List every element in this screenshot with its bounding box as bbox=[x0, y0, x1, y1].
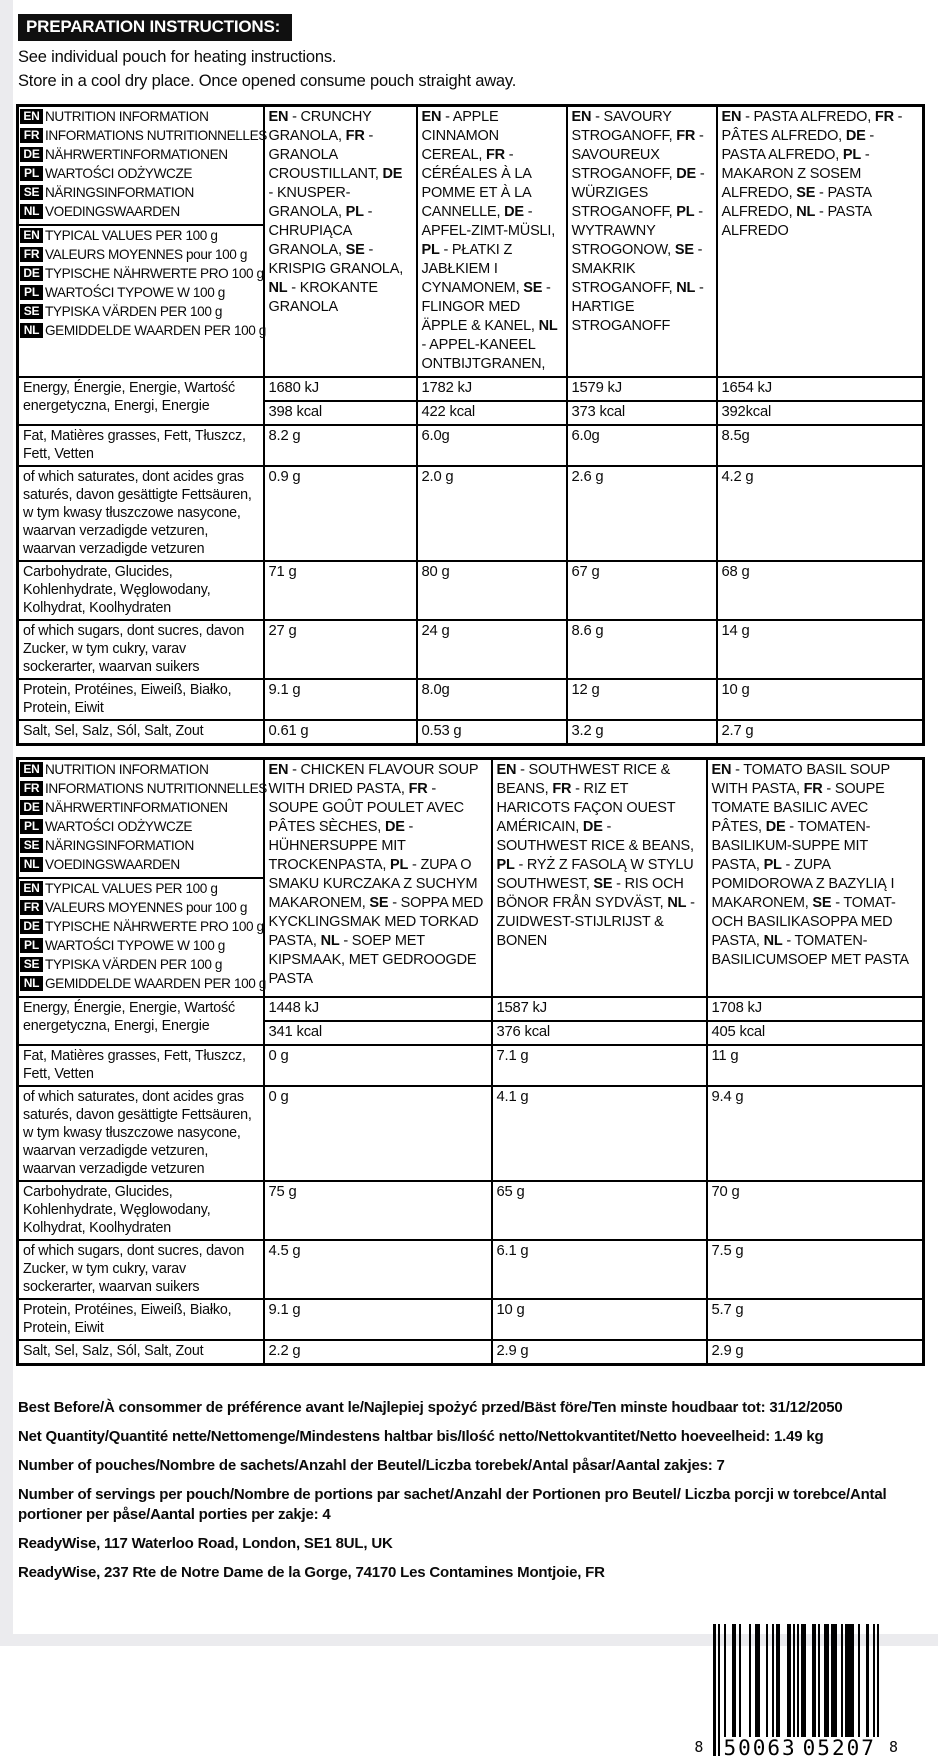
table1-salt-row bbox=[18, 720, 924, 745]
language-badge: PL bbox=[20, 938, 43, 953]
language-badge: FR bbox=[20, 900, 43, 915]
language-line bbox=[19, 956, 263, 975]
language-badge: DE bbox=[20, 147, 43, 162]
language-line bbox=[19, 837, 263, 856]
language-line bbox=[19, 265, 263, 284]
language-badge: NL bbox=[20, 204, 43, 219]
nutrient-label-sugars: of which sugars, dont sucres, davon Zucker, w tym cukry, varav sockerarter, waarvan suikers bbox=[18, 1240, 264, 1299]
barcode-group-2: 05207 bbox=[800, 1737, 879, 1759]
nutrient-value: 0.9 g bbox=[264, 466, 417, 561]
nutrient-value: 6.0g bbox=[567, 425, 717, 466]
nutrient-value: 2.0 g bbox=[417, 466, 567, 561]
nutrient-value: 2.2 g bbox=[264, 1340, 492, 1365]
nutrient-value: 80 g bbox=[417, 561, 567, 620]
nutrient-value: 405 kcal bbox=[707, 1021, 924, 1045]
nutrient-label-saturates: of which saturates, dont acides gras saturés, davon gesättigte Fettsäuren, w tym kwasy tłuszczowe nasycone, waarvan verzadigde vetzuren, waarvan verzadigde vetzuren bbox=[18, 1086, 264, 1181]
nutrient-value: 0 g bbox=[264, 1086, 492, 1181]
nutrient-label-saturates: of which saturates, dont acides gras saturés, davon gesättigte Fettsäuren, w tym kwasy tłuszczowe nasycone, waarvan verzadigde vetzuren, waarvan verzadigde vetzuren bbox=[18, 466, 264, 561]
nutrient-label-energy: Energy, Énergie, Energie, Wartość energetyczna, Energi, Energie bbox=[18, 377, 264, 425]
nutrient-value: 0.61 g bbox=[264, 720, 417, 745]
language-label: VOEDINGSWAARDEN bbox=[45, 856, 180, 872]
nutrient-value: 7.5 g bbox=[707, 1240, 924, 1299]
table1-sugars-row bbox=[18, 620, 924, 679]
nutrient-value: 7.1 g bbox=[492, 1045, 707, 1086]
label-page bbox=[16, 12, 922, 1760]
language-line bbox=[19, 303, 263, 322]
nutrient-label-fat: Fat, Matières grasses, Fett, Tłuszcz, Fett, Vetten bbox=[18, 425, 264, 466]
table2-saturates-row bbox=[18, 1086, 924, 1181]
table2-header-row bbox=[18, 758, 924, 997]
language-line bbox=[19, 246, 263, 265]
nutrient-value: 8.2 g bbox=[264, 425, 417, 466]
table1-saturates-row bbox=[18, 466, 924, 561]
nutrient-value: 4.2 g bbox=[717, 466, 924, 561]
language-line bbox=[19, 165, 263, 184]
nutrient-value: 4.1 g bbox=[492, 1086, 707, 1181]
nutrient-value: 8.5g bbox=[717, 425, 924, 466]
barcode-group-1: 50063 bbox=[720, 1737, 799, 1759]
barcode-bars bbox=[713, 1624, 879, 1760]
nutrient-label-protein: Protein, Protéines, Eiweiß, Białko, Protein, Eiwit bbox=[18, 679, 264, 720]
language-label: VOEDINGSWAARDEN bbox=[45, 203, 180, 219]
language-line bbox=[19, 284, 263, 303]
nutrient-label-salt: Salt, Sel, Salz, Sól, Salt, Zout bbox=[18, 720, 264, 745]
language-label: TYPICAL VALUES PER 100 g bbox=[45, 880, 218, 896]
nutrient-value: 65 g bbox=[492, 1181, 707, 1240]
language-badge: EN bbox=[20, 762, 43, 777]
nutrient-label-salt: Salt, Sel, Salz, Sól, Salt, Zout bbox=[18, 1340, 264, 1365]
nutrient-value: 10 g bbox=[492, 1299, 707, 1340]
prep-instruction-line-1: See individual pouch for heating instructions. bbox=[18, 48, 337, 66]
preparation-instructions-title: PREPARATION INSTRUCTIONS: bbox=[18, 14, 292, 41]
language-label: WARTOŚCI ODŻYWCZE bbox=[45, 818, 193, 834]
nutrient-value: 1654 kJ bbox=[717, 377, 924, 401]
nutrient-value: 0.53 g bbox=[417, 720, 567, 745]
language-line bbox=[19, 799, 263, 818]
nutrient-value: 1448 kJ bbox=[264, 997, 492, 1021]
product-name-tomato-basil-soup: EN - TOMATO BASIL SOUP WITH PASTA, FR - SOUPE TOMATE BASILIC AVEC PÂTES, DE - TOMATEN-BASILIKUM-SUPPE MIT PASTA, PL - ZUPA POMIDOROWA Z BAZYLIĄ I MAKARONEM, SE - TOMAT- OCH BASILIKASOPPA MED PASTA, NL - TOMATEN-BASILICUMSOEP MET PASTA bbox=[707, 758, 924, 997]
nutrient-value: 392kcal bbox=[717, 401, 924, 425]
language-badge: FR bbox=[20, 781, 43, 796]
language-badge: NL bbox=[20, 323, 43, 338]
language-badge: PL bbox=[20, 166, 43, 181]
product-name-crunchy-granola: EN - CRUNCHY GRANOLA, FR - GRANOLA CROUSTILLANT, DE - KNUSPER-GRANOLA, PL - CHRUPIĄCA GRANOLA, SE - KRISPIG GRANOLA, NL - KROKANTE GRANOLA bbox=[264, 105, 417, 377]
language-label: NUTRITION INFORMATION bbox=[45, 761, 209, 777]
nutrient-value: 1708 kJ bbox=[707, 997, 924, 1021]
nutrient-label-carbohydrate: Carbohydrate, Glucides, Kohlenhydrate, Węglowodany, Kolhydrat, Koolhydraten bbox=[18, 561, 264, 620]
nutrient-value: 5.7 g bbox=[707, 1299, 924, 1340]
barcode-digit-left: 8 bbox=[694, 1738, 704, 1757]
nutrient-value: 9.4 g bbox=[707, 1086, 924, 1181]
language-line bbox=[19, 856, 263, 875]
nutrient-value: 75 g bbox=[264, 1181, 492, 1240]
product-name-southwest-rice-beans: EN - SOUTHWEST RICE & BEANS, FR - RIZ ET HARICOTS FAÇON OUEST AMÉRICAIN, DE - SOUTHWEST RICE & BEANS, PL - RYŻ Z FASOLĄ W STYLU SOUTHWEST, SE - RIS OCH BÖNOR FRÅN SYDVÄST, NL - ZUIDWEST-STIJLRIJST & BONEN bbox=[492, 758, 707, 997]
language-label: VALEURS MOYENNES pour 100 g bbox=[45, 246, 248, 262]
language-label: NUTRITION INFORMATION bbox=[45, 108, 209, 124]
number-of-pouches-line: Number of pouches/Nombre de sachets/Anzahl der Beutel/Liczba torebek/Antal påsar/Aantal zakjes: 7 bbox=[18, 1457, 725, 1475]
product-name-apple-cinnamon-cereal: EN - APPLE CINNAMON CEREAL, FR - CÉRÉALES À LA POMME ET À LA CANNELLE, DE - APFEL-ZIMT-MÜSLI, PL - PŁATKI Z JABŁKIEM I CYNAMONEM, SE - FLINGOR MED ÄPPLE & KANEL, NL - APPEL-KANEEL ONTBIJTGRANEN, bbox=[417, 105, 567, 377]
table2-fat-row bbox=[18, 1045, 924, 1086]
nutrient-value: 1782 kJ bbox=[417, 377, 567, 401]
language-line bbox=[19, 322, 266, 341]
language-label: TYPISCHE NÄHRWERTE PRO 100 g bbox=[45, 265, 264, 281]
nutrient-value: 1680 kJ bbox=[264, 377, 417, 401]
nutrient-value: 68 g bbox=[717, 561, 924, 620]
nutrient-value: 1587 kJ bbox=[492, 997, 707, 1021]
language-label: TYPISKA VÄRDEN PER 100 g bbox=[45, 303, 223, 319]
table1-energy-kj-row bbox=[18, 377, 924, 401]
nutrient-value: 2.6 g bbox=[567, 466, 717, 561]
nutrient-value: 9.1 g bbox=[264, 1299, 492, 1340]
table1-header-row bbox=[18, 105, 924, 377]
nutrient-value: 71 g bbox=[264, 561, 417, 620]
address-uk-line: ReadyWise, 117 Waterloo Road, London, SE1 8UL, UK bbox=[18, 1534, 393, 1552]
table1-protein-row bbox=[18, 679, 924, 720]
language-line bbox=[19, 880, 263, 899]
table1-languages-cell bbox=[18, 105, 267, 377]
nutrient-value: 0 g bbox=[264, 1045, 492, 1086]
language-line bbox=[19, 975, 266, 994]
barcode-number bbox=[720, 1736, 876, 1760]
nutrition-table-2 bbox=[16, 757, 925, 1366]
nutrient-value: 6.1 g bbox=[492, 1240, 707, 1299]
language-badge: SE bbox=[20, 185, 43, 200]
nutrient-value: 9.1 g bbox=[264, 679, 417, 720]
barcode bbox=[694, 1624, 898, 1760]
language-badge: SE bbox=[20, 957, 43, 972]
barcode-digit-right: 8 bbox=[888, 1738, 898, 1757]
language-badge: DE bbox=[20, 266, 43, 281]
nutrient-value: 10 g bbox=[717, 679, 924, 720]
language-badge: NL bbox=[20, 976, 43, 991]
table1-fat-row bbox=[18, 425, 924, 466]
nutrient-value: 24 g bbox=[417, 620, 567, 679]
nutrient-value: 6.0g bbox=[417, 425, 567, 466]
language-badge: SE bbox=[20, 304, 43, 319]
nutrient-value: 4.5 g bbox=[264, 1240, 492, 1299]
language-label: GEMIDDELDE WAARDEN PER 100 g bbox=[45, 975, 266, 991]
prep-instruction-line-2: Store in a cool dry place. Once opened consume pouch straight away. bbox=[18, 71, 517, 90]
language-label: VALEURS MOYENNES pour 100 g bbox=[45, 899, 248, 915]
language-line bbox=[19, 899, 263, 918]
product-name-chicken-soup: EN - CHICKEN FLAVOUR SOUP WITH DRIED PASTA, FR - SOUPE GOÛT POULET AVEC PÂTES SÈCHES, DE - HÜHNERSUPPE MIT TROCKENPASTA, PL - ZUPA O SMAKU KURCZAKA Z SUCHYM MAKARONEM, SE - SOPPA MED KYCKLINGSMAK MED TORKAD PASTA, NL - SOEP MET KIPSMAAK, MET GEDROOGDE PASTA bbox=[264, 758, 492, 997]
nutrition-information-languages bbox=[19, 760, 267, 877]
nutrient-value: 2.7 g bbox=[717, 720, 924, 745]
nutrient-label-energy: Energy, Énergie, Energie, Wartość energetyczna, Energi, Energie bbox=[18, 997, 264, 1045]
typical-values-languages bbox=[19, 877, 266, 996]
table2-carbohydrate-row bbox=[18, 1181, 924, 1240]
language-badge: DE bbox=[20, 800, 43, 815]
nutrition-table-1 bbox=[16, 104, 925, 746]
language-label: INFORMATIONS NUTRITIONNELLES bbox=[45, 780, 267, 796]
nutrient-label-sugars: of which sugars, dont sucres, davon Zucker, w tym cukry, varav sockerarter, waarvan suikers bbox=[18, 620, 264, 679]
language-badge: DE bbox=[20, 919, 43, 934]
table2-protein-row bbox=[18, 1299, 924, 1340]
language-badge: EN bbox=[20, 881, 43, 896]
language-label: WARTOŚCI TYPOWE W 100 g bbox=[45, 937, 225, 953]
language-label: TYPISKA VÄRDEN PER 100 g bbox=[45, 956, 223, 972]
label-footer bbox=[16, 1398, 922, 1582]
table1-carbohydrate-row bbox=[18, 561, 924, 620]
language-line bbox=[19, 184, 263, 203]
language-badge: FR bbox=[20, 128, 43, 143]
language-line bbox=[19, 203, 263, 222]
nutrient-value: 376 kcal bbox=[492, 1021, 707, 1045]
language-line bbox=[19, 108, 263, 127]
language-badge: SE bbox=[20, 838, 43, 853]
language-badge: PL bbox=[20, 819, 43, 834]
nutrient-value: 70 g bbox=[707, 1181, 924, 1240]
nutrient-value: 14 g bbox=[717, 620, 924, 679]
language-line bbox=[19, 937, 263, 956]
table2-sugars-row bbox=[18, 1240, 924, 1299]
product-name-pasta-alfredo: EN - PASTA ALFREDO, FR - PÂTES ALFREDO, DE - PASTA ALFREDO, PL - MAKARON Z SOSEM ALFREDO, SE - PASTA ALFREDO, NL - PASTA ALFREDO bbox=[717, 105, 924, 377]
language-label: WARTOŚCI ODŻYWCZE bbox=[45, 165, 193, 181]
product-name-savoury-stroganoff: EN - SAVOURY STROGANOFF, FR - SAVOUREUX STROGANOFF, DE - WÜRZIGES STROGANOFF, PL - WYTRAWNY STROGONOW, SE - SMAKRIK STROGANOFF, NL - HARTIGE STROGANOFF bbox=[567, 105, 717, 377]
servings-per-pouch-line: Number of servings per pouch/Nombre de portions par sachet/Anzahl der Portionen pro Beutel/ Liczba porcji w torebce/Antal portioner per påse/Aantal porties per zakje: 4 bbox=[18, 1486, 887, 1523]
language-label: INFORMATIONS NUTRITIONNELLES bbox=[45, 127, 267, 143]
nutrient-value: 11 g bbox=[707, 1045, 924, 1086]
nutrient-value: 373 kcal bbox=[567, 401, 717, 425]
language-label: TYPISCHE NÄHRWERTE PRO 100 g bbox=[45, 918, 264, 934]
language-line bbox=[19, 227, 263, 246]
net-quantity-line: Net Quantity/Quantité nette/Nettomenge/Mindestens haltbar bis/Ilość netto/Nettokvantitet/Netto hoeveelheid: 1.49 kg bbox=[18, 1428, 824, 1446]
language-label: NÄRINGSINFORMATION bbox=[45, 184, 194, 200]
nutrient-value: 398 kcal bbox=[264, 401, 417, 425]
nutrient-value: 341 kcal bbox=[264, 1021, 492, 1045]
language-label: NÄHRWERTINFORMATIONEN bbox=[45, 146, 228, 162]
page-edge-left bbox=[0, 0, 13, 1646]
best-before-line: Best Before/À consommer de préférence avant le/Najlepiej spożyć przed/Bäst före/Ten minste houdbaar tot: 31/12/2050 bbox=[18, 1398, 843, 1416]
language-label: WARTOŚCI TYPOWE W 100 g bbox=[45, 284, 225, 300]
language-line bbox=[19, 818, 263, 837]
typical-values-languages bbox=[19, 224, 266, 343]
language-line bbox=[19, 146, 263, 165]
nutrient-value: 12 g bbox=[567, 679, 717, 720]
language-line bbox=[19, 918, 263, 937]
language-label: NÄHRWERTINFORMATIONEN bbox=[45, 799, 228, 815]
address-fr-line: ReadyWise, 237 Rte de Notre Dame de la Gorge, 74170 Les Contamines Montjoie, FR bbox=[18, 1564, 605, 1581]
nutrient-value: 27 g bbox=[264, 620, 417, 679]
language-badge: FR bbox=[20, 247, 43, 262]
nutrient-value: 2.9 g bbox=[492, 1340, 707, 1365]
nutrient-label-fat: Fat, Matières grasses, Fett, Tłuszcz, Fett, Vetten bbox=[18, 1045, 264, 1086]
language-line bbox=[19, 780, 267, 799]
language-label: TYPICAL VALUES PER 100 g bbox=[45, 227, 218, 243]
nutrient-value: 67 g bbox=[567, 561, 717, 620]
nutrient-value: 422 kcal bbox=[417, 401, 567, 425]
language-label: NÄRINGSINFORMATION bbox=[45, 837, 194, 853]
nutrient-label-carbohydrate: Carbohydrate, Glucides, Kohlenhydrate, Węglowodany, Kolhydrat, Koolhydraten bbox=[18, 1181, 264, 1240]
nutrient-value: 8.6 g bbox=[567, 620, 717, 679]
nutrient-value: 2.9 g bbox=[707, 1340, 924, 1365]
language-badge: NL bbox=[20, 857, 43, 872]
language-badge: EN bbox=[20, 228, 43, 243]
nutrient-value: 8.0g bbox=[417, 679, 567, 720]
nutrient-label-protein: Protein, Protéines, Eiweiß, Białko, Protein, Eiwit bbox=[18, 1299, 264, 1340]
table2-salt-row bbox=[18, 1340, 924, 1365]
language-badge: EN bbox=[20, 109, 43, 124]
table2-languages-cell bbox=[18, 758, 267, 997]
language-line bbox=[19, 761, 263, 780]
language-line bbox=[19, 127, 267, 146]
nutrient-value: 1579 kJ bbox=[567, 377, 717, 401]
nutrition-information-languages bbox=[19, 107, 267, 224]
nutrient-value: 3.2 g bbox=[567, 720, 717, 745]
language-label: GEMIDDELDE WAARDEN PER 100 g bbox=[45, 322, 266, 338]
language-badge: PL bbox=[20, 285, 43, 300]
table2-energy-kj-row bbox=[18, 997, 924, 1021]
